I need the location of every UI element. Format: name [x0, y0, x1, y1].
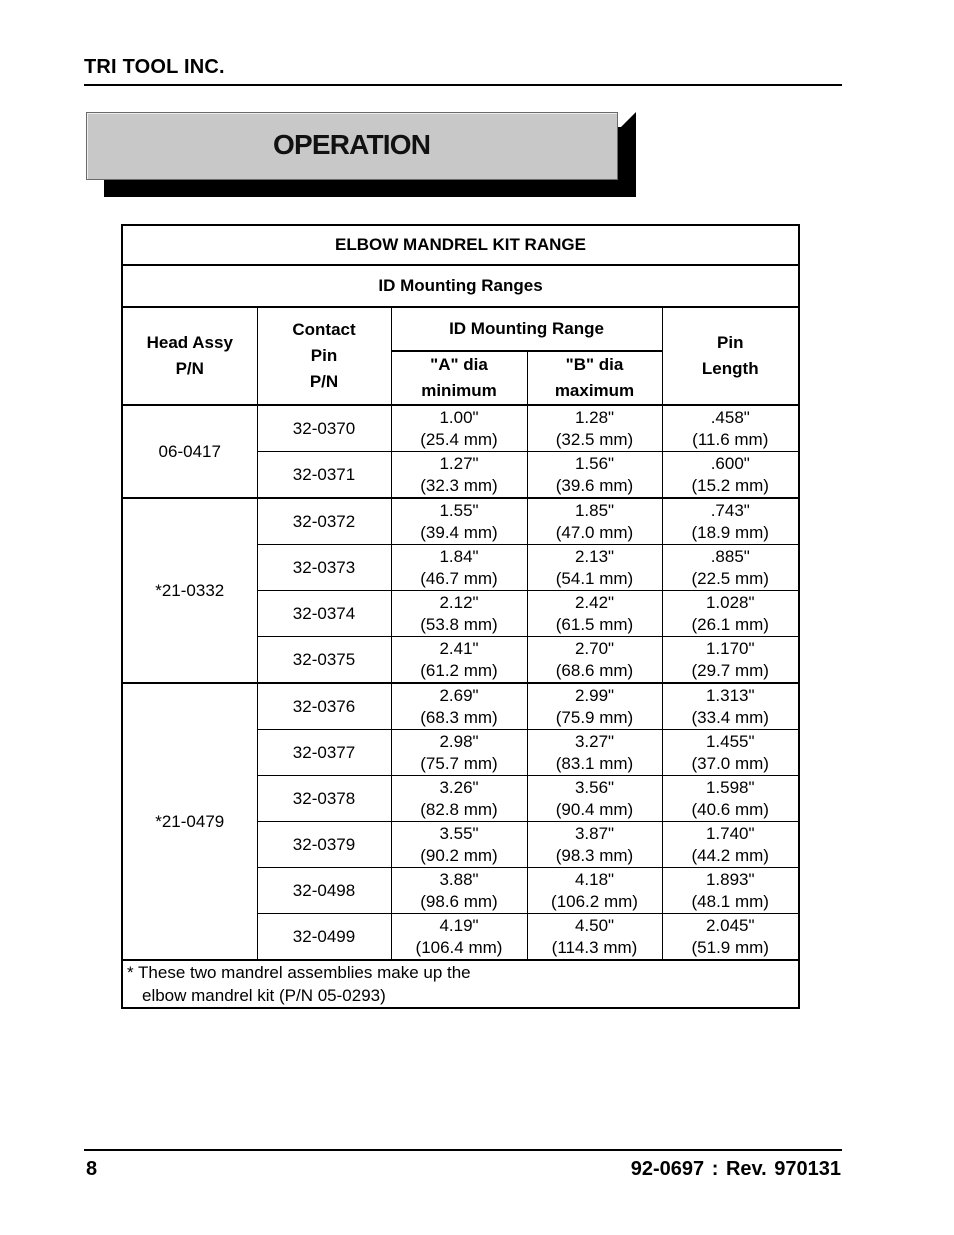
value-mm: (37.0 mm) [691, 753, 769, 773]
footnote-row [122, 960, 799, 1008]
b-dia-cell [527, 683, 662, 730]
a-dia-cell [391, 683, 527, 730]
value-mm: (47.0 mm) [555, 522, 634, 542]
footnote [122, 960, 799, 1008]
value-mm: (106.4 mm) [415, 937, 503, 957]
value-mm: (68.6 mm) [555, 660, 634, 680]
value-mm: (39.6 mm) [555, 475, 634, 495]
column-header-id-range: ID Mounting Range [391, 307, 662, 351]
b-dia-cell [527, 545, 662, 591]
value-mm: (29.7 mm) [691, 660, 769, 680]
value-mm: (61.5 mm) [555, 614, 634, 634]
a-dia-cell [391, 868, 527, 914]
page-number: 8 [86, 1158, 98, 1180]
a-dia-cell [391, 405, 527, 452]
value-inches: 3.55" [439, 823, 479, 843]
value-mm: (75.9 mm) [555, 707, 634, 727]
value-inches: 3.88" [439, 869, 479, 889]
contact-pin-cell: 32-0372 [257, 498, 391, 545]
value-mm: (61.2 mm) [420, 660, 498, 680]
contact-pin-cell: 32-0375 [257, 637, 391, 684]
value-mm: (75.7 mm) [420, 753, 498, 773]
a-dia-cell [391, 591, 527, 637]
pin-length-cell [662, 822, 799, 868]
b-dia-cell [527, 914, 662, 961]
value-inches: 4.19" [439, 915, 479, 935]
header-line: minimum [421, 381, 497, 400]
value-mm: (98.3 mm) [555, 845, 634, 865]
value-mm: (26.1 mm) [691, 614, 769, 634]
b-dia-cell [527, 868, 662, 914]
pin-length-cell [662, 868, 799, 914]
value-mm: (11.6 mm) [692, 429, 769, 449]
value-inches: 2.12" [439, 592, 479, 612]
footnote-line: * These two mandrel assemblies make up the [127, 963, 471, 982]
value-mm: (82.8 mm) [420, 799, 498, 819]
value-inches: 1.56" [574, 453, 615, 473]
contact-pin-cell: 32-0374 [257, 591, 391, 637]
head-assy-cell: *21-0479 [122, 683, 257, 960]
value-inches: 1.028" [705, 592, 755, 612]
pin-length-cell [662, 914, 799, 961]
banner-shadow-corner [618, 112, 636, 130]
header-line: Pin [310, 346, 338, 365]
value-inches: 1.27" [439, 453, 479, 473]
value-inches: 1.00" [439, 407, 479, 427]
b-dia-cell [527, 637, 662, 684]
b-dia-cell [527, 822, 662, 868]
value-mm: (22.5 mm) [691, 568, 769, 588]
header-line: "B" dia [565, 355, 624, 374]
head-assy-cell: *21-0332 [122, 498, 257, 683]
footnote-line: elbow mandrel kit (P/N 05-0293) [142, 986, 386, 1005]
value-mm: (32.5 mm) [555, 429, 634, 449]
b-dia-cell [527, 591, 662, 637]
value-inches: 2.13" [574, 546, 615, 566]
value-inches: 1.84" [439, 546, 479, 566]
contact-pin-cell: 32-0498 [257, 868, 391, 914]
company-name: TRI TOOL INC. [84, 56, 225, 78]
table-row [122, 405, 799, 452]
table-title: ELBOW MANDREL KIT RANGE [122, 225, 799, 265]
value-mm: (40.6 mm) [691, 799, 769, 819]
pin-length-cell [662, 545, 799, 591]
value-inches: 3.56" [574, 777, 615, 797]
header-line: Pin [717, 333, 744, 352]
head-assy-cell: 06-0417 [122, 405, 257, 498]
pin-length-cell [662, 730, 799, 776]
value-mm: (68.3 mm) [420, 707, 498, 727]
value-mm: (33.4 mm) [691, 707, 769, 727]
value-inches: .743" [710, 500, 750, 520]
a-dia-cell [391, 914, 527, 961]
value-mm: (90.2 mm) [420, 845, 498, 865]
value-inches: 1.85" [574, 500, 615, 520]
value-mm: (46.7 mm) [420, 568, 498, 588]
value-inches: 2.045" [705, 915, 755, 935]
value-inches: 1.893" [705, 869, 755, 889]
b-dia-cell [527, 452, 662, 499]
contact-pin-cell: 32-0376 [257, 683, 391, 730]
value-mm: (39.4 mm) [420, 522, 498, 542]
value-inches: 2.42" [574, 592, 615, 612]
b-dia-cell [527, 405, 662, 452]
header-line: maximum [554, 381, 635, 400]
value-mm: (114.3 mm) [551, 937, 638, 957]
value-inches: 4.18" [574, 869, 615, 889]
a-dia-cell [391, 822, 527, 868]
value-mm: (106.2 mm) [551, 891, 638, 911]
value-mm: (15.2 mm) [691, 475, 769, 495]
value-inches: 2.69" [439, 685, 479, 705]
contact-pin-cell: 32-0370 [257, 405, 391, 452]
value-mm: (51.9 mm) [691, 937, 769, 957]
header-line: P/N [309, 372, 339, 391]
value-inches: .458" [710, 407, 750, 427]
value-inches: 1.313" [705, 685, 755, 705]
column-header-head-assy [122, 307, 257, 405]
section-banner [86, 112, 618, 180]
pin-length-cell [662, 776, 799, 822]
contact-pin-cell: 32-0377 [257, 730, 391, 776]
value-mm: (98.6 mm) [420, 891, 498, 911]
header-line: P/N [175, 359, 204, 378]
value-mm: (90.4 mm) [555, 799, 634, 819]
pin-length-cell [662, 591, 799, 637]
a-dia-cell [391, 452, 527, 499]
value-inches: 1.598" [705, 777, 755, 797]
value-mm: (54.1 mm) [555, 568, 634, 588]
value-mm: (44.2 mm) [691, 845, 769, 865]
value-mm: (48.1 mm) [691, 891, 769, 911]
header-line: "A" dia [430, 355, 488, 374]
value-inches: 1.170" [705, 638, 755, 658]
value-inches: 4.50" [574, 915, 615, 935]
value-inches: 1.55" [439, 500, 479, 520]
value-inches: .600" [710, 453, 750, 473]
table-row [122, 498, 799, 545]
b-dia-cell [527, 730, 662, 776]
value-inches: 2.41" [439, 638, 479, 658]
pin-length-cell [662, 452, 799, 499]
contact-pin-cell: 32-0373 [257, 545, 391, 591]
value-inches: 1.740" [705, 823, 755, 843]
pin-length-cell [662, 683, 799, 730]
contact-pin-cell: 32-0379 [257, 822, 391, 868]
b-dia-cell [527, 498, 662, 545]
pin-length-cell [662, 405, 799, 452]
a-dia-cell [391, 776, 527, 822]
a-dia-cell [391, 498, 527, 545]
elbow-mandrel-table [121, 224, 800, 1009]
table-subtitle: ID Mounting Ranges [122, 265, 799, 307]
value-mm: (53.8 mm) [420, 614, 498, 634]
value-mm: (83.1 mm) [555, 753, 634, 773]
value-mm: (25.4 mm) [420, 429, 498, 449]
header-line: Length [701, 359, 759, 378]
contact-pin-cell: 32-0499 [257, 914, 391, 961]
a-dia-cell [391, 637, 527, 684]
section-title: OPERATION [273, 129, 431, 160]
pin-length-cell [662, 637, 799, 684]
pin-length-cell [662, 498, 799, 545]
value-inches: 2.70" [574, 638, 615, 658]
contact-pin-cell: 32-0371 [257, 452, 391, 499]
column-header-b-dia [527, 351, 662, 405]
value-inches: 3.27" [574, 731, 615, 751]
value-inches: 2.98" [439, 731, 479, 751]
a-dia-cell [391, 545, 527, 591]
column-header-pin-length [662, 307, 799, 405]
footer-rule [84, 1149, 842, 1151]
value-inches: .885" [710, 546, 750, 566]
header-line: Contact [292, 320, 356, 339]
contact-pin-cell: 32-0378 [257, 776, 391, 822]
value-inches: 2.99" [574, 685, 615, 705]
table-row [122, 683, 799, 730]
a-dia-cell [391, 730, 527, 776]
value-inches: 1.455" [705, 731, 755, 751]
value-mm: (18.9 mm) [691, 522, 769, 542]
column-header-contact-pin [257, 307, 391, 405]
document-revision: 92-0697 : Rev. 970131 [630, 1158, 841, 1180]
value-inches: 3.87" [574, 823, 615, 843]
b-dia-cell [527, 776, 662, 822]
column-header-a-dia [391, 351, 527, 405]
header-line: Head Assy [146, 333, 233, 352]
value-mm: (32.3 mm) [420, 475, 498, 495]
value-inches: 1.28" [574, 407, 615, 427]
header-rule [84, 84, 842, 86]
value-inches: 3.26" [439, 777, 479, 797]
